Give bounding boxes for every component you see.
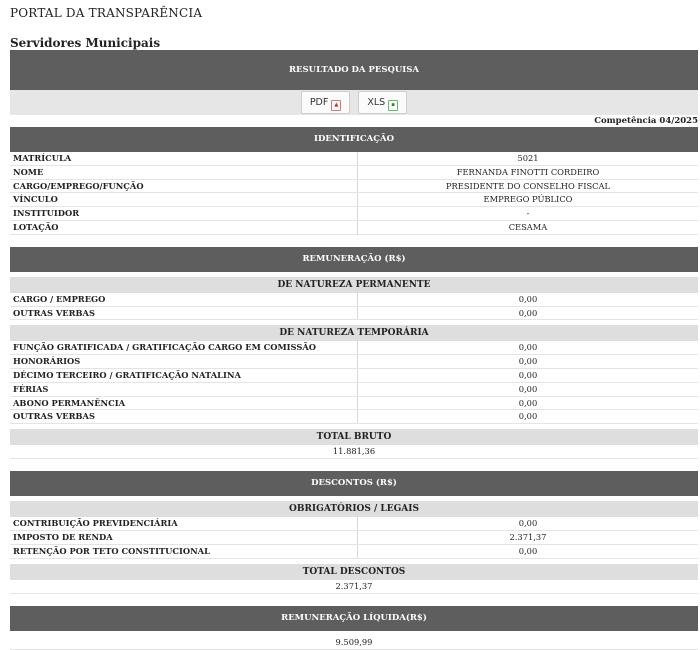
row-label: FÉRIAS — [10, 383, 358, 396]
row-value: 0,00 — [518, 518, 538, 529]
total-bruto-value: 11.881,36 — [10, 445, 698, 459]
export-xls-label: XLS — [367, 97, 386, 108]
row-label: DÉCIMO TERCEIRO / GRATIFICAÇÃO NATALINA — [10, 369, 358, 382]
competencia-label: Competência 04/2025 — [594, 116, 698, 126]
row-label: IMPOSTO DE RENDA — [10, 531, 358, 544]
descontos-header: DESCONTOS (R$) — [10, 471, 698, 496]
row-label: HONORÁRIOS — [10, 355, 358, 368]
page-heading: Servidores Municipais — [10, 36, 161, 50]
row-value: FERNANDA FINOTTI CORDEIRO — [456, 166, 600, 177]
permanente-subheader: DE NATUREZA PERMANENTE — [10, 277, 698, 293]
table-row — [10, 341, 698, 355]
temporaria-subheader: DE NATUREZA TEMPORÁRIA — [10, 325, 698, 341]
row-value: 0,00 — [518, 369, 538, 380]
row-label: INSTITUIDOR — [10, 207, 358, 220]
table-row — [10, 293, 698, 307]
row-value: 5021 — [517, 153, 539, 163]
row-value: 0,00 — [518, 383, 538, 394]
identificacao-table — [10, 152, 698, 235]
row-label: MATRÍCULA — [10, 152, 358, 165]
row-value: 0,00 — [518, 545, 538, 556]
table-row — [10, 180, 698, 194]
row-value: 0,00 — [518, 397, 538, 408]
row-label: ABONO PERMANÊNCIA — [10, 397, 358, 410]
liquida-header: REMUNERAÇÃO LÍQUIDA(R$) — [10, 606, 698, 631]
result-panel — [10, 50, 698, 650]
row-label: OUTRAS VERBAS — [10, 410, 358, 423]
row-label: CONTRIBUIÇÃO PREVIDENCIÁRIA — [10, 517, 358, 530]
identificacao-header: IDENTIFICAÇÃO — [10, 127, 698, 152]
row-value: CESAMA — [508, 221, 548, 232]
table-row — [10, 369, 698, 383]
row-label: LOTAÇÃO — [10, 221, 358, 234]
table-row — [10, 221, 698, 235]
row-value: - — [526, 208, 530, 219]
row-label: NOME — [10, 166, 358, 179]
remuneracao-header: REMUNERAÇÃO (R$) — [10, 247, 698, 272]
row-label: OUTRAS VERBAS — [10, 307, 358, 320]
spacer — [10, 459, 698, 471]
row-label: RETENÇÃO POR TETO CONSTITUCIONAL — [10, 545, 358, 558]
table-row — [10, 307, 698, 321]
spreadsheet-file-icon: ▪ — [388, 100, 398, 111]
table-row — [10, 531, 698, 545]
row-value: 2.371,37 — [509, 531, 547, 542]
row-value: 0,00 — [518, 307, 538, 318]
table-row — [10, 152, 698, 166]
export-xls-button[interactable] — [358, 91, 407, 114]
result-header: RESULTADO DA PESQUISA — [10, 50, 698, 90]
row-label: VÍNCULO — [10, 193, 358, 206]
row-label: CARGO/EMPREGO/FUNÇÃO — [10, 180, 358, 193]
total-bruto-subheader: TOTAL BRUTO — [10, 429, 698, 445]
row-value: 0,00 — [518, 293, 538, 304]
row-label: CARGO / EMPREGO — [10, 293, 358, 306]
spacer — [10, 235, 698, 247]
export-toolbar — [10, 90, 698, 115]
export-pdf-button[interactable] — [301, 91, 351, 114]
obrigatorios-subheader: OBRIGATÓRIOS / LEGAIS — [10, 501, 698, 517]
row-value: PRESIDENTE DO CONSELHO FISCAL — [445, 180, 611, 191]
spacer — [10, 594, 698, 606]
table-row — [10, 166, 698, 180]
table-row — [10, 355, 698, 369]
table-row — [10, 383, 698, 397]
export-pdf-label: PDF — [309, 97, 329, 108]
site-title: PORTAL DA TRANSPARÊNCIA — [10, 6, 203, 20]
row-value: 0,00 — [518, 411, 538, 422]
total-descontos-value: 2.371,37 — [10, 580, 698, 594]
liquida-value: 9.509,99 — [10, 636, 698, 650]
pdf-file-icon: ▲ — [331, 100, 341, 111]
row-label: FUNÇÃO GRATIFICADA / GRATIFICAÇÃO CARGO EM COMISSÃO — [10, 341, 358, 354]
table-row — [10, 397, 698, 411]
table-row — [10, 517, 698, 531]
table-row — [10, 410, 698, 424]
row-value: EMPREGO PÚBLICO — [483, 194, 573, 205]
table-row — [10, 193, 698, 207]
table-row — [10, 545, 698, 559]
row-value: 0,00 — [518, 356, 538, 367]
row-value: 0,00 — [518, 342, 538, 353]
total-descontos-subheader: TOTAL DESCONTOS — [10, 564, 698, 580]
table-row — [10, 207, 698, 221]
